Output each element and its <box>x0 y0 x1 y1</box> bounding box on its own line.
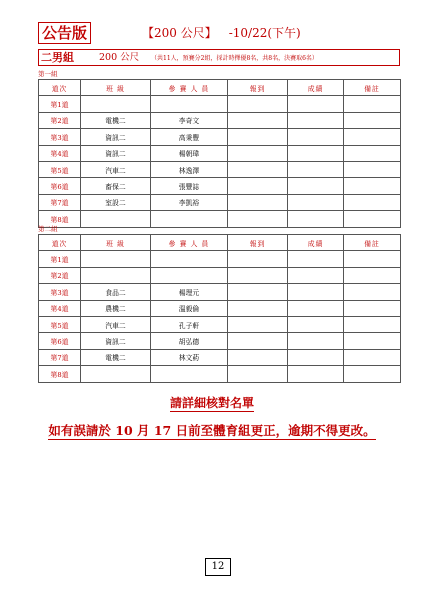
event-title-name: 【200 公尺】 <box>142 26 217 40</box>
result-cell <box>288 96 344 112</box>
column-header: 報到 <box>228 235 288 251</box>
checkin-cell <box>228 112 288 128</box>
athlete-cell <box>151 267 228 283</box>
checkin-cell <box>228 178 288 194</box>
notice-deadline: 如有誤請於 10 月 17 日前至體育組更正，逾期不得更改。 <box>48 423 376 438</box>
column-header: 道次 <box>39 235 81 251</box>
lane-cell: 第1道 <box>39 96 81 112</box>
table-row <box>39 300 401 316</box>
class-cell <box>81 251 151 267</box>
remark-cell <box>344 316 401 332</box>
lane-cell: 第4道 <box>39 300 81 316</box>
class-cell: 資訊二 <box>81 333 151 349</box>
athlete-cell: 高秉豐 <box>151 129 228 145</box>
result-cell <box>288 366 344 382</box>
lane-cell: 第2道 <box>39 112 81 128</box>
class-cell <box>81 211 151 227</box>
result-cell <box>288 333 344 349</box>
table-row <box>39 366 401 382</box>
checkin-cell <box>228 161 288 177</box>
athlete-cell: 溫毅倫 <box>151 300 228 316</box>
result-cell <box>288 161 344 177</box>
class-cell <box>81 96 151 112</box>
result-cell <box>288 178 344 194</box>
checkin-cell <box>228 251 288 267</box>
lane-cell: 第3道 <box>39 284 81 300</box>
notice-board-badge: 公告版 <box>38 22 91 44</box>
table-row <box>39 161 401 177</box>
checkin-cell <box>228 333 288 349</box>
checkin-cell <box>228 129 288 145</box>
table-row <box>39 251 401 267</box>
remark-cell <box>344 284 401 300</box>
class-cell: 汽車二 <box>81 161 151 177</box>
athlete-cell: 李凱裕 <box>151 194 228 210</box>
event-info-bar <box>38 49 400 66</box>
class-cell: 電機二 <box>81 112 151 128</box>
table-header-row <box>39 235 401 251</box>
heat-table <box>38 234 401 383</box>
page-number: 12 <box>205 558 231 576</box>
lane-cell: 第8道 <box>39 211 81 227</box>
table-row <box>39 145 401 161</box>
checkin-cell <box>228 211 288 227</box>
column-header: 班 級 <box>81 80 151 96</box>
heat-table <box>38 79 401 228</box>
class-cell: 電機二 <box>81 349 151 365</box>
checkin-cell <box>228 366 288 382</box>
result-cell <box>288 112 344 128</box>
page-header <box>38 22 398 46</box>
result-cell <box>288 316 344 332</box>
table-row <box>39 194 401 210</box>
athlete-cell: 張豐誌 <box>151 178 228 194</box>
event-title-date: -10/22(下午) <box>228 26 301 40</box>
heat-label: 第二組 <box>38 225 58 233</box>
class-cell: 食品二 <box>81 284 151 300</box>
result-cell <box>288 300 344 316</box>
athlete-cell: 李奇文 <box>151 112 228 128</box>
remark-cell <box>344 300 401 316</box>
athlete-cell <box>151 211 228 227</box>
class-cell: 資訊二 <box>81 129 151 145</box>
result-cell <box>288 284 344 300</box>
heat-label: 第一組 <box>38 70 58 78</box>
event-distance: 200 公尺 <box>99 52 140 63</box>
lane-cell: 第2道 <box>39 267 81 283</box>
table-row <box>39 112 401 128</box>
class-cell: 汽車二 <box>81 316 151 332</box>
column-header: 參 賽 人 員 <box>151 80 228 96</box>
remark-cell <box>344 267 401 283</box>
checkin-cell <box>228 349 288 365</box>
table-row <box>39 316 401 332</box>
lane-cell: 第7道 <box>39 194 81 210</box>
remark-cell <box>344 178 401 194</box>
class-cell <box>81 267 151 283</box>
checkin-cell <box>228 145 288 161</box>
table-row <box>39 129 401 145</box>
class-cell <box>81 366 151 382</box>
event-note: （共11人，預賽分2組，採計時擇優8名，共8名，決賽取6名） <box>151 55 318 62</box>
checkin-cell <box>228 267 288 283</box>
checkin-cell <box>228 284 288 300</box>
result-cell <box>288 211 344 227</box>
column-header: 參 賽 人 員 <box>151 235 228 251</box>
column-header: 成績 <box>288 80 344 96</box>
athlete-cell: 楊理元 <box>151 284 228 300</box>
lane-cell: 第6道 <box>39 333 81 349</box>
event-division: 二男組 <box>41 51 74 64</box>
athlete-cell: 孔子軒 <box>151 316 228 332</box>
column-header: 報到 <box>228 80 288 96</box>
result-cell <box>288 267 344 283</box>
table-row <box>39 333 401 349</box>
class-cell: 農機二 <box>81 300 151 316</box>
remark-cell <box>344 112 401 128</box>
lane-cell: 第6道 <box>39 178 81 194</box>
remark-cell <box>344 349 401 365</box>
class-cell: 室設二 <box>81 194 151 210</box>
remark-cell <box>344 366 401 382</box>
table-row <box>39 178 401 194</box>
remark-cell <box>344 194 401 210</box>
table-row <box>39 284 401 300</box>
class-cell: 畜保二 <box>81 178 151 194</box>
lane-cell: 第4道 <box>39 145 81 161</box>
athlete-cell <box>151 251 228 267</box>
table-row <box>39 96 401 112</box>
checkin-cell <box>228 316 288 332</box>
athlete-cell: 楊朝瑋 <box>151 145 228 161</box>
class-cell: 資訊二 <box>81 145 151 161</box>
result-cell <box>288 145 344 161</box>
athlete-cell: 林逸澤 <box>151 161 228 177</box>
checkin-cell <box>228 194 288 210</box>
checkin-cell <box>228 300 288 316</box>
remark-cell <box>344 129 401 145</box>
table-row <box>39 267 401 283</box>
result-cell <box>288 194 344 210</box>
column-header: 成績 <box>288 235 344 251</box>
lane-cell: 第5道 <box>39 316 81 332</box>
event-title <box>142 23 301 43</box>
table-header-row <box>39 80 401 96</box>
athlete-cell <box>151 366 228 382</box>
notice-check-list: 請詳細核對名單 <box>169 396 254 410</box>
lane-cell: 第1道 <box>39 251 81 267</box>
remark-cell <box>344 333 401 349</box>
lane-cell: 第5道 <box>39 161 81 177</box>
lane-cell: 第8道 <box>39 366 81 382</box>
result-cell <box>288 251 344 267</box>
column-header: 備註 <box>344 235 401 251</box>
result-cell <box>288 129 344 145</box>
athlete-cell <box>151 96 228 112</box>
remark-cell <box>344 211 401 227</box>
column-header: 備註 <box>344 80 401 96</box>
lane-cell: 第3道 <box>39 129 81 145</box>
remark-cell <box>344 161 401 177</box>
column-header: 道次 <box>39 80 81 96</box>
athlete-cell: 胡弘德 <box>151 333 228 349</box>
athlete-cell: 林文葯 <box>151 349 228 365</box>
remark-cell <box>344 251 401 267</box>
table-row <box>39 211 401 227</box>
remark-cell <box>344 145 401 161</box>
column-header: 班 級 <box>81 235 151 251</box>
checkin-cell <box>228 96 288 112</box>
result-cell <box>288 349 344 365</box>
table-row <box>39 349 401 365</box>
remark-cell <box>344 96 401 112</box>
lane-cell: 第7道 <box>39 349 81 365</box>
